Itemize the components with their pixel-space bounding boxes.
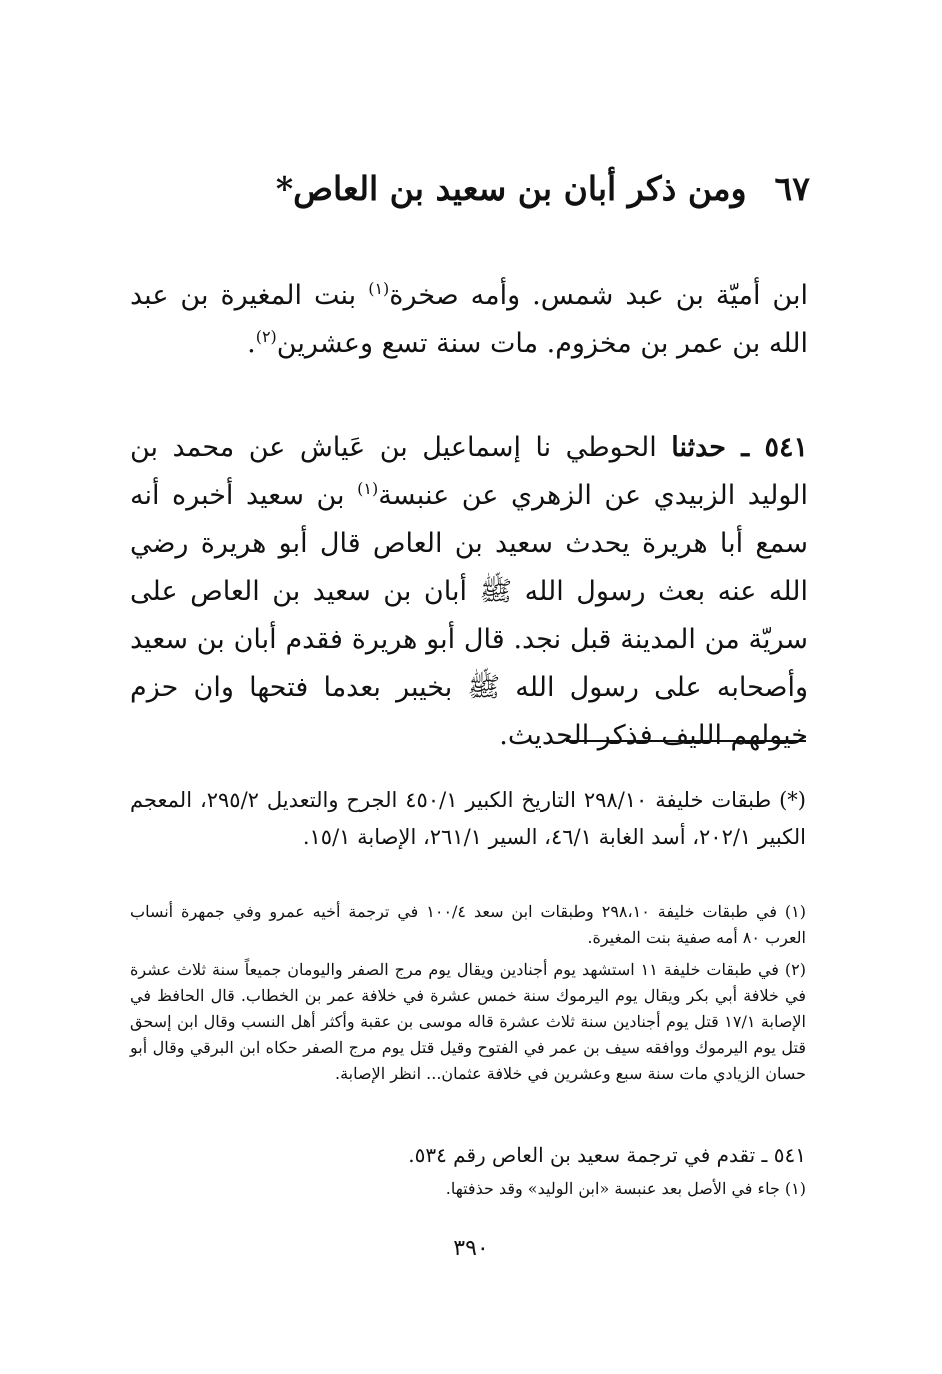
intro-paragraph: [130, 272, 808, 368]
hadith-footnote-1: [130, 1176, 808, 1202]
footnote-sources: [130, 782, 808, 856]
hadith-footnote-1-text: (١) جاء في الأصل بعد عنبسة «ابن الوليد» وقد حذفتها.: [445, 1179, 806, 1198]
intro-text-middle: بنت المغيرة بن عبد الله بن عمر بن مخزوم. مات سنة تسع وعشرين: [130, 280, 808, 359]
footnote-ref-1[interactable]: (١): [368, 279, 390, 298]
footnote-divider: [566, 740, 806, 742]
footnote-2: [130, 957, 808, 1087]
footnote-2-text: (٢) في طبقات خليفة ١١ استشهد يوم أجنادين ويقال يوم مرج الصفر واليومان جميعاً سنة ثلاث عشرة في خلافة أبي بكر ويقال يوم اليرموك سنة خمس عشرة في خلافة عمر بن الخطاب. قال الحافظ في الإصابة ١٧/١ قتل يوم أجنادين سنة ثلاث عشرة قاله موسى بن عقبة وأكثر أهل النسب وقال ابن إسحق قتل يوم اليرموك ووافقه سيف بن عمر في الفتوح وقيل قتل يوم مرج الصفر حكاه ابن البرقي وقال أبو حسان الزيادي مات سنة سبع وعشرين في خلافة عثمان... انظر الإصابة.: [130, 960, 806, 1083]
intro-text-end: .: [247, 328, 256, 359]
chapter-heading: [130, 163, 810, 215]
hadith-number: ٥٤١ ـ حدثنا: [671, 432, 808, 463]
hadith-text-rest: بن سعيد أخبره أنه سمع أبا هريرة يحدث سعيد بن العاص قال أبو هريرة رضي الله عنه بعث رسول الله ﷺ أبان بن سعيد بن العاص على سريّة من المدينة قبل نجد. قال أبو هريرة فقدم أبان بن سعيد وأصحابه على رسول الله ﷺ بخيبر بعدما فتحها وان حزم خيولهم الليف فذكر الحديث.: [130, 480, 808, 751]
footnote-star: (*) طبقات خليفة ٢٩٨/١٠ التاريخ الكبير ٤٥٠/١ الجرح والتعديل ٢٩٥/٢، المعجم الكبير ٢٠٢/١، أسد الغابة ٤٦/١، السير ٢٦١/١، الإصابة ١٥/١.: [130, 788, 806, 849]
hadith-footnote-text: ٥٤١ ـ تقدم في ترجمة سعيد بن العاص رقم ٥٣٤.: [408, 1143, 806, 1167]
hadith-paragraph: [130, 424, 808, 760]
hadith-footnote-ref[interactable]: (١): [357, 479, 379, 498]
footnote-1: [130, 899, 808, 951]
chapter-number: ٦٧: [774, 169, 810, 208]
hadith-footnote: [130, 1139, 808, 1171]
intro-text-start: ابن أميّة بن عبد شمس. وأمه صخرة: [389, 280, 808, 311]
page-number: ٣٩٠: [453, 1236, 489, 1261]
chapter-title: ومن ذكر أبان بن سعيد بن العاص*: [275, 169, 747, 208]
footnote-ref-2[interactable]: (٢): [255, 327, 277, 346]
hadith-text-start: الحوطي نا إسماعيل بن عَياش عن محمد بن الوليد الزبيدي عن الزهري عن عنبسة: [130, 432, 808, 511]
footnote-1-text: (١) في طبقات خليفة ٢٩٨،١٠ وطبقات ابن سعد ١٠٠/٤ في ترجمة أخيه عمرو وفي جمهرة أنساب العرب ٨٠ أمه صفية بنت المغيرة.: [130, 902, 806, 947]
